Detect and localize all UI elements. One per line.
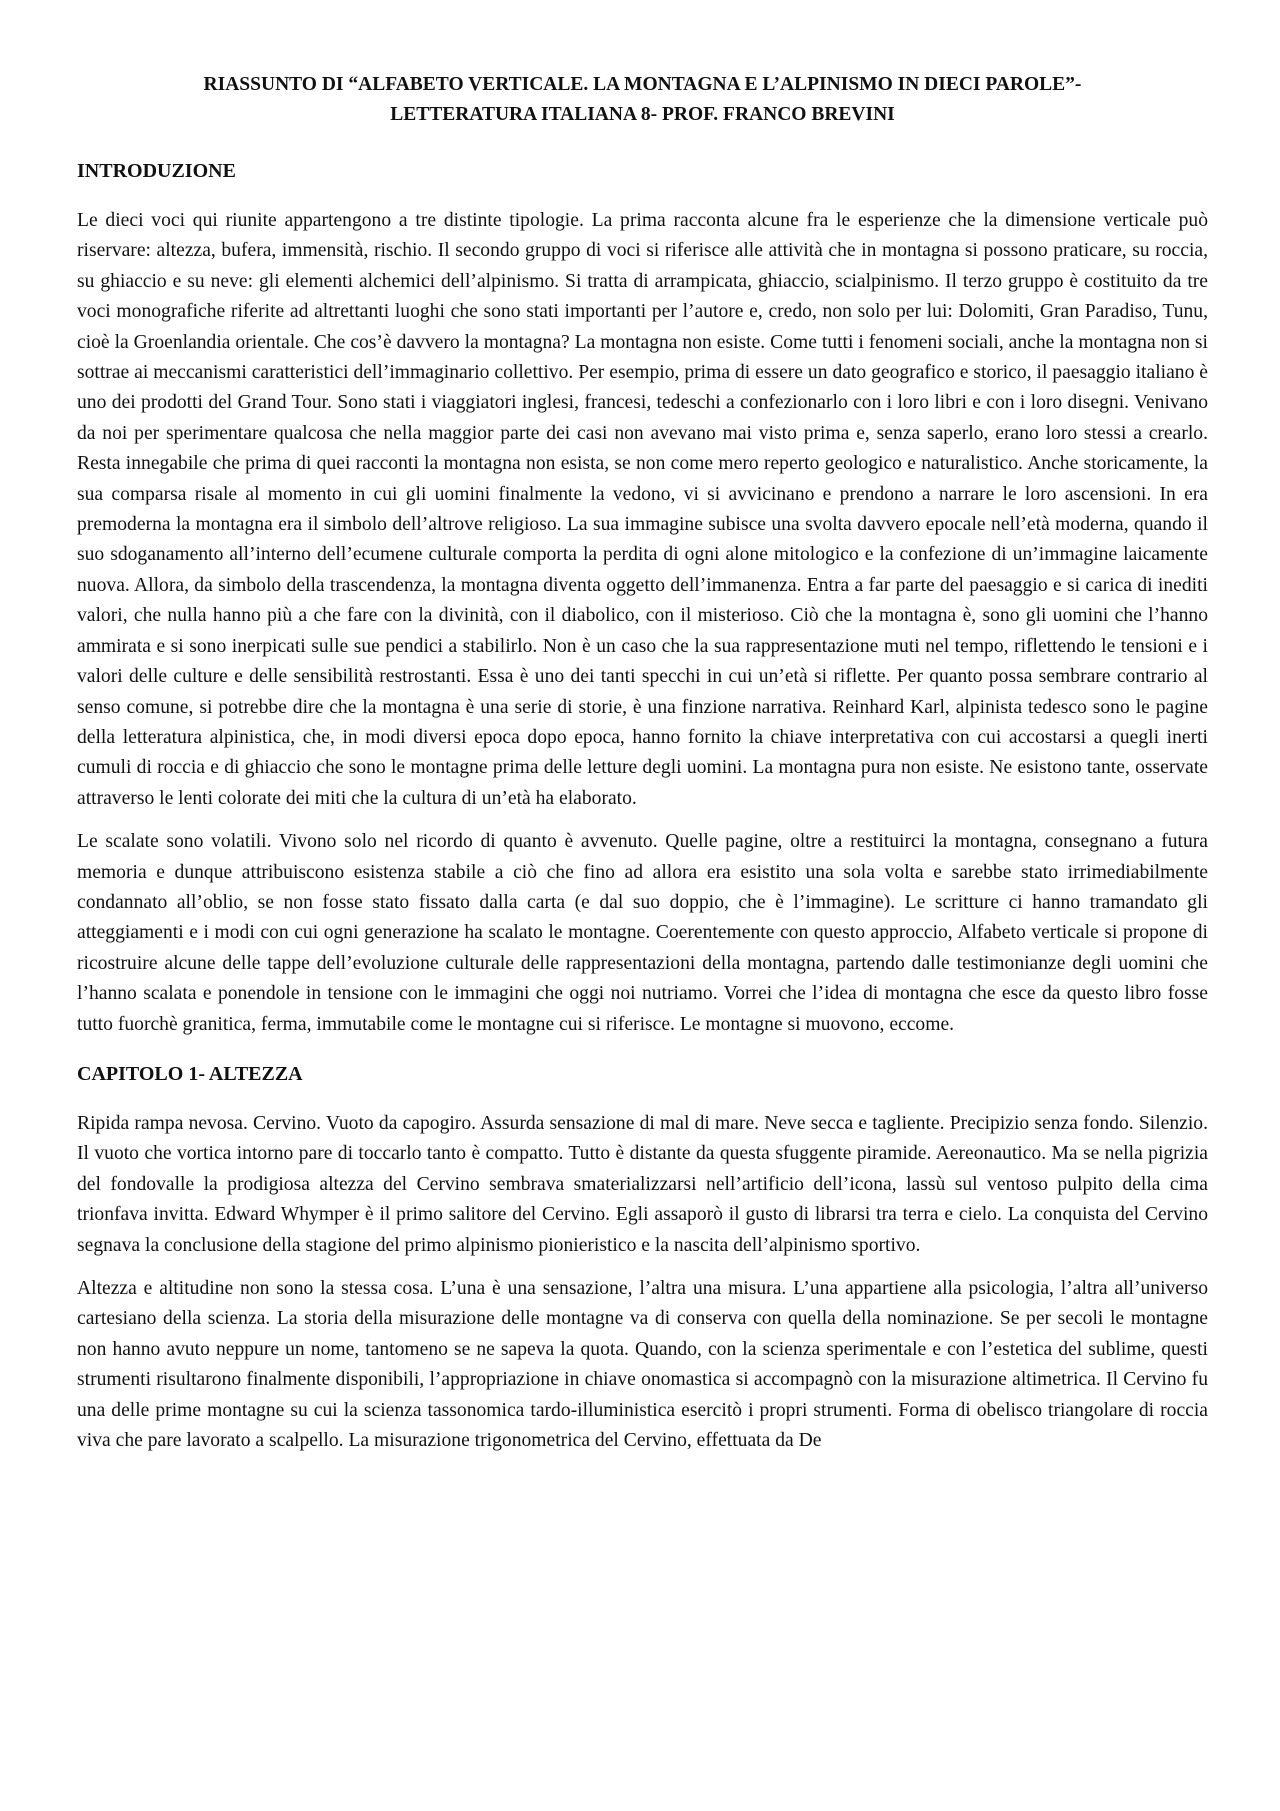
document-page [77,70,1208,1469]
title-line-1: RIASSUNTO DI “ALFABETO VERTICALE. LA MONTAGNA E L’ALPINISMO IN DIECI PAROLE”- [203,74,1082,95]
title-line-2: LETTERATURA ITALIANA 8- PROF. FRANCO BREVINI [390,104,895,125]
section-heading-introduzione: INTRODUZIONE [77,160,236,182]
section-heading-capitolo-1: CAPITOLO 1- ALTEZZA [77,1062,303,1085]
paragraph: Altezza e altitudine non sono la stessa cosa. L’una è una sensazione, l’altra una misura. L’una appartiene alla psicologia, l’altra all’universo cartesiano della scienza. La storia della misurazione delle montagne va di conserva con quella della nominazione. Se per secoli le montagne non hanno avuto neppure un nome, tantomeno se ne sapeva la quota. Quando, con la scienza sperimentale e con l’estetica del sublime, questi strumenti risultarono finalmente disponibili, l’appropriazione in chiave onomastica si accompagnò con la misurazione altimetrica. Il Cervino fu una delle prime montagne su cui la scienza tassonomica tardo-illuministica esercitò i propri strumenti. Forma di obelisco triangolare di roccia viva che pare lavorato a scalpello. La misurazione trigonometrica del Cervino, effettuata da De [77,1278,1208,1452]
paragraph: Le scalate sono volatili. Vivono solo nel ricordo di quanto è avvenuto. Quelle pagine, oltre a restituirci la montagna, consegnano a futura memoria e dunque attribuiscono esistenza stabile a ciò che fino ad allora era esistito una sola volta e sarebbe stato irrimediabilmente condannato all’oblio, se non fosse stato fissato dalla carta (e dal suo doppio, che è l’immagine). Le scritture ci hanno tramandato gli atteggiamenti e i modi con cui ogni generazione ha scalato le montagne. Coerentemente con questo approccio, Alfabeto verticale si propone di ricostruire alcune delle tappe dell’evoluzione culturale delle rappresentazioni della montagna, partendo dalle testimonianze degli uomini che l’hanno scalata e ponendole in tensione con le immagini che oggi noi nutriamo. Vorrei che l’idea di montagna che esce da questo libro fosse tutto fuorchè granitica, ferma, immutabile come le montagne cui si riferisce. Le montagne si muovono, eccome. [77,831,1208,1035]
paragraph: Ripida rampa nevosa. Cervino. Vuoto da capogiro. Assurda sensazione di mal di mare. Neve secca e tagliente. Precipizio senza fondo. Silenzio. Il vuoto che vortica intorno pare di toccarlo tanto è compatto. Tutto è distante da questa sfuggente piramide. Aereonautico. Ma se nella pigrizia del fondovalle la prodigiosa altezza del Cervino sembrava smaterializzarsi nell’artificio dell’icona, lassù sul ventoso pulpito della cima trionfava invitta. Edward Whymper è il primo salitore del Cervino. Egli assaporò il gusto di librarsi tra terra e cielo. La conquista del Cervino segnava la conclusione della stagione del primo alpinismo pionieristico e la nascita dell’alpinismo sportivo. [77,1112,1208,1256]
document-title [77,70,1208,130]
paragraph: Le dieci voci qui riunite appartengono a tre distinte tipologie. La prima racconta alcune fra le esperienze che la dimensione verticale può riservare: altezza, bufera, immensità, rischio. Il secondo gruppo di voci si riferisce alle attività che in montagna si possono praticare, su roccia, su ghiaccio e su neve: gli elementi alchemici dell’alpinismo. Si tratta di arrampicata, ghiaccio, scialpinismo. Il terzo gruppo è costituito da tre voci monografiche riferite ad altrettanti luoghi che sono stati importanti per l’autore e, credo, non solo per lui: Dolomiti, Gran Paradiso, Tunu, cioè la Groenlandia orientale. Che cos’è davvero la montagna? La montagna non esiste. Come tutti i fenomeni sociali, anche la montagna non si sottrae ai meccanismi caratteristici dell’immaginario collettivo. Per esempio, prima di essere un dato geografico e storico, il paesaggio italiano è uno dei prodotti del Grand Tour. Sono stati i viaggiatori inglesi, francesi, tedeschi a confezionarlo con i loro libri e con i loro disegni. Venivano da noi per sperimentare qualcosa che nella maggior parte dei casi non avevano mai visto prima e, senza saperlo, erano loro stessi a crearlo. Resta innegabile che prima di quei racconti la montagna non esista, se non come mero reperto geologico e naturalistico. Anche storicamente, la sua comparsa risale al momento in cui gli uomini finalmente la vedono, vi si avvicinano e prendono a narrare le loro ascensioni. In era premoderna la montagna era il simbolo dell’altrove religioso. La sua immagine subisce una svolta davvero epocale nell’età moderna, quando il suo sdoganamento all’interno dell’ecumene culturale comporta la perdita di ogni alone mitologico e la confezione di un’immagine laicamente nuova. Allora, da simbolo della trascendenza, la montagna diventa oggetto dell’immanenza. Entra a far parte del paesaggio e si carica di inediti valori, che nulla hanno più a che fare con la divinità, con il diabolico, con il misterioso. Ciò che la montagna è, sono gli uomini che l’hanno ammirata e si sono inerpicati sulle sue pendici a stabilirlo. Non è un caso che la sua rappresentazione muti nel tempo, riflettendo le tensioni e i valori delle culture e delle sensibilità restrostanti. Essa è uno dei tanti specchi in cui un’età si riflette. Per quanto possa sembrare contrario al senso comune, si potrebbe dire che la montagna è una serie di storie, è una finzione narrativa. Reinhard Karl, alpinista tedesco sono le pagine della letteratura alpinistica, che, in modi diversi epoca dopo epoca, hanno fornito la chiave interpretativa con cui accostarsi a quegli inerti cumuli di roccia e di ghiaccio che sono le montagne prima delle letture degli uomini. La montagna pura non esiste. Ne esistono tante, osservate attraverso le lenti colorate dei miti che la cultura di un’età ha elaborato. [77,210,1208,809]
